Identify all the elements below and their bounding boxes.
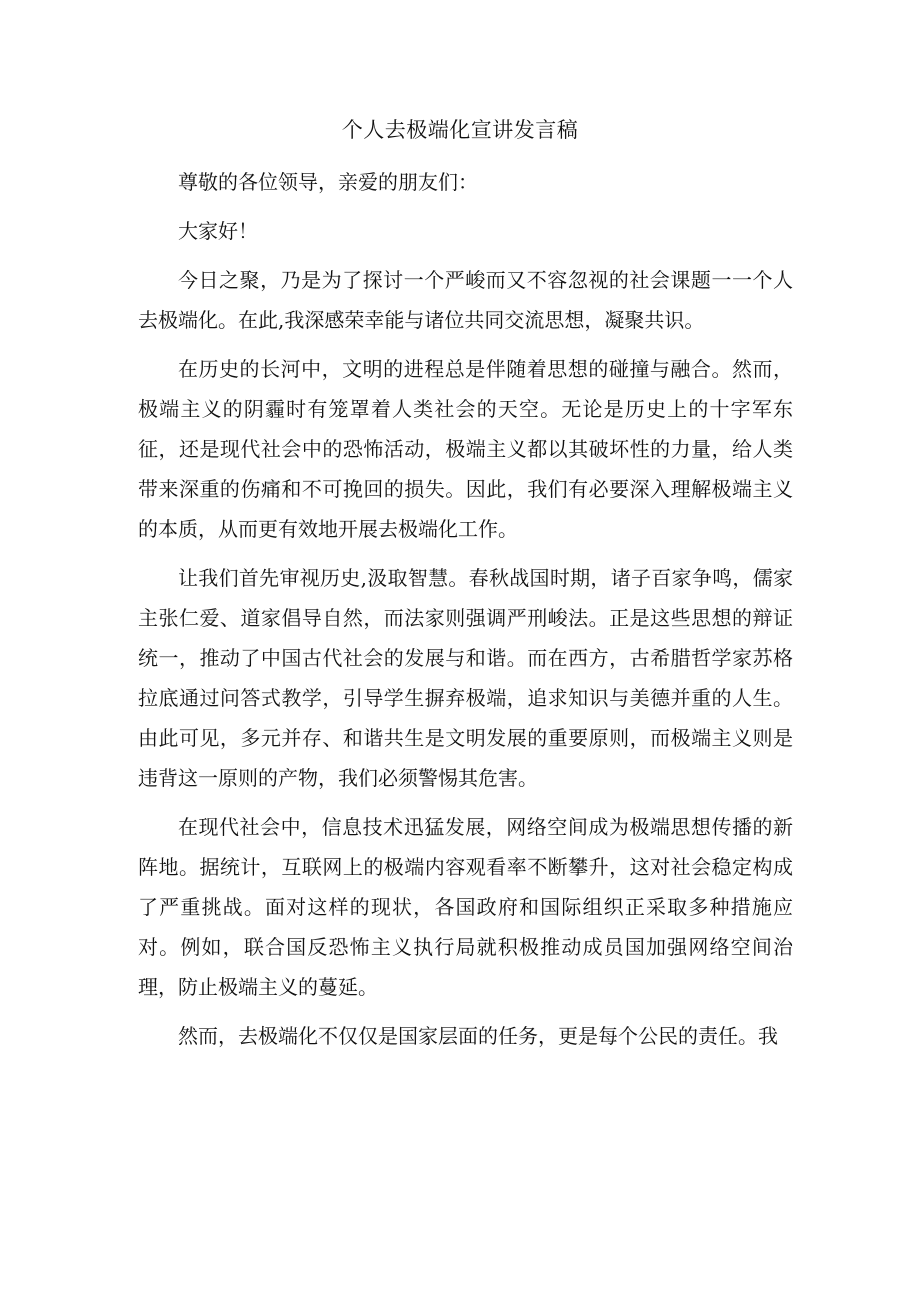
paragraph-modern-society: 在现代社会中，信息技术迅猛发展，网络空间成为极端思想传播的新阵地。据统计，互联网上的极端内容观看率不断攀升，这对社会稳定构成了严重挑战。面对这样的现状，各国政府和国际组织正采取多种措施应对。例如，联合国反恐怖主义执行局就积极推动成员国加强网络空间治理，防止极端主义的蔓延。 — [138, 815, 793, 999]
paragraph-salutation: 尊敬的各位领导，亲爱的朋友们： — [178, 170, 478, 194]
paragraph-history: 在历史的长河中，文明的进程总是伴随着思想的碰撞与融合。然而，极端主义的阴霾时有笼罩着人类社会的天空。无论是历史上的十字军东征，还是现代社会中的恐怖活动，极端主义都以其破坏性的力量，给人类带来深重的伤痛和不可挽回的损失。因此，我们有必要深入理解极端主义的本质，从而更有效地开展去极端化工作。 — [138, 357, 793, 541]
document-title: 个人去极端化宣讲发言稿 — [341, 118, 579, 142]
paragraph-responsibility: 然而，去极端化不仅仅是国家层面的任务，更是每个公民的责任。我 — [178, 1024, 778, 1048]
paragraph-intro: 今日之聚，乃是为了探讨一个严峻而又不容忽视的社会课题一一个人去极端化。在此,我深感荣幸能与诸位共同交流思想，凝聚共识。 — [138, 268, 793, 332]
paragraph-wisdom: 让我们首先审视历史,汲取智慧。春秋战国时期，诸子百家争鸣，儒家主张仁爱、道家倡导自然，而法家则强调严刑峻法。正是这些思想的辩证统一，推动了中国古代社会的发展与和谐。而在西方，古希腊哲学家苏格拉底通过问答式教学，引导学生摒弃极端，追求知识与美德并重的人生。由此可见，多元并存、和谐共生是文明发展的重要原则，而极端主义则是违背这一原则的产物，我们必须警惕其危害。 — [138, 566, 793, 790]
document-body — [138, 162, 793, 1065]
paragraph-greeting: 大家好！ — [178, 219, 258, 243]
